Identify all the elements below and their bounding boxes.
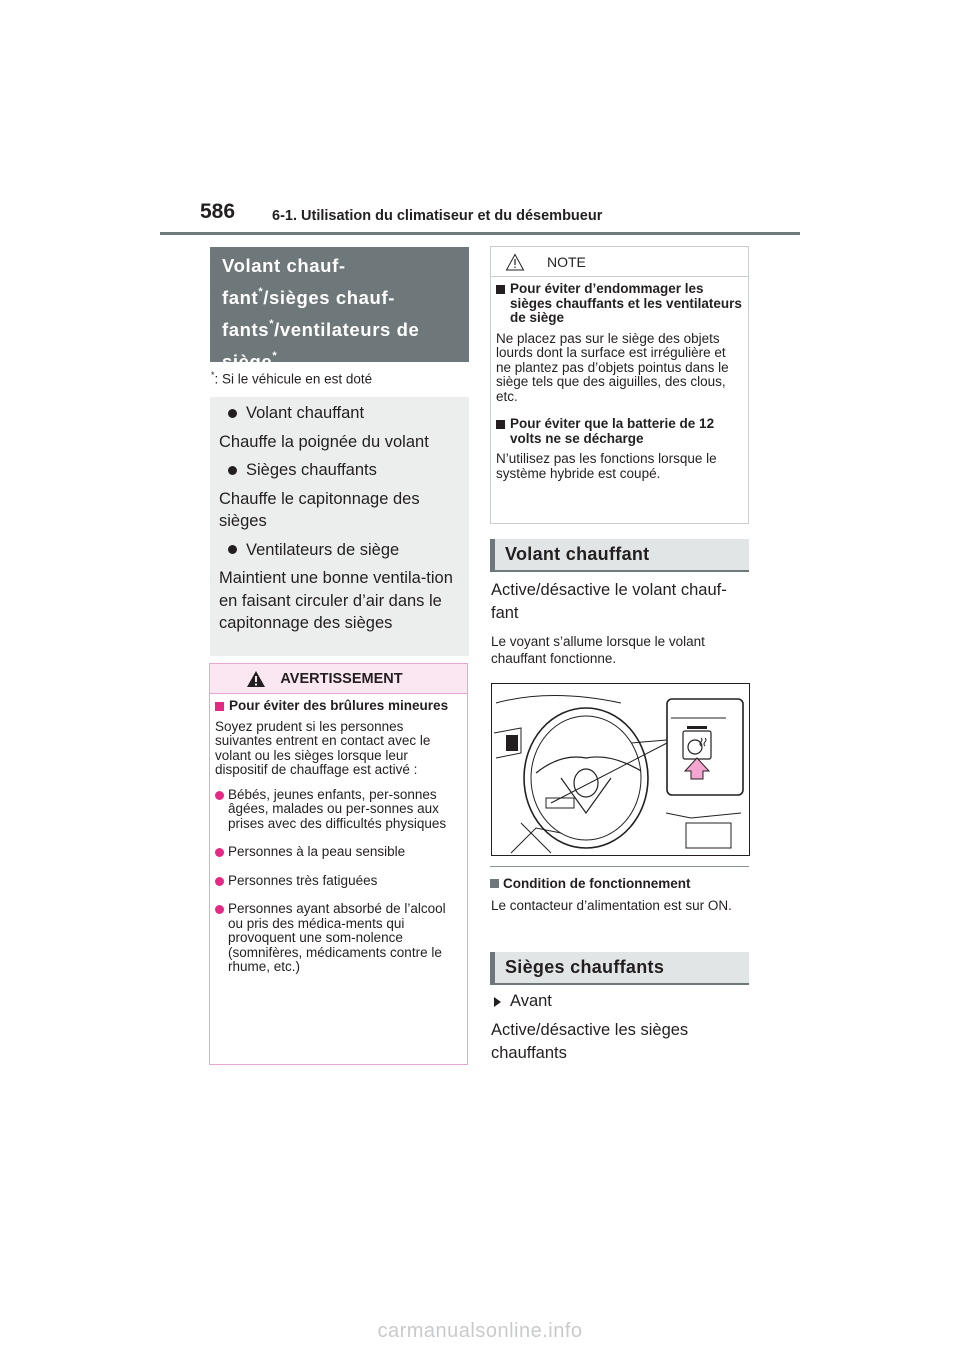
sieges-instruction: Active/désactive les sièges chauffants (491, 1021, 689, 1062)
bullet-icon (228, 409, 237, 418)
arrow-right-icon (494, 997, 501, 1007)
warning-box (209, 663, 468, 1065)
bullet-icon (215, 791, 224, 800)
note-text: Ne placez pas sur le siège des objets lourds dont la surface est irrégulière et ne plantez pas d’objets pointus dans le siège tels que des aiguilles, des clous, etc. (496, 330, 729, 404)
features-box (210, 397, 469, 656)
note-text: N’utilisez pas les fonctions lorsque le système hybride est coupé. (496, 451, 717, 481)
list-item: Bébés, jeunes enfants, per-sonnes âgées, malades ou per-sonnes aux prises avec des difficultés physiques (215, 788, 462, 832)
main-title (210, 247, 469, 373)
warning-subhead: Pour éviter des brûlures mineures (215, 699, 462, 714)
note-header (491, 247, 748, 277)
title-part: /sièges chauf- (263, 287, 395, 309)
note-body (491, 277, 748, 481)
bullet-icon (228, 545, 237, 554)
warning-text: Soyez prudent si les personnes suivantes entrent en contact avec le volant ou les sièges lorsque leur dispositif de chauffage est activé : (215, 718, 431, 777)
warning-icon (246, 670, 266, 688)
warning-label: AVERTISSEMENT (280, 670, 403, 687)
note-box (490, 246, 749, 524)
watermark: carmanualsonline.info (377, 1320, 583, 1342)
steering-wheel-illustration (491, 683, 750, 856)
list-item: Personnes très fatiguées (215, 874, 462, 889)
section-heading-sieges: Sièges chauffants (490, 952, 749, 985)
section-title: 6-1. Utilisation du climatiseur et du désembueur (272, 208, 603, 224)
list-item: Personnes à la peau sensible (215, 845, 462, 860)
square-bullet-icon (490, 879, 499, 888)
bullet-icon (215, 905, 224, 914)
note-label: NOTE (547, 253, 586, 270)
bullet-icon (215, 877, 224, 886)
title-part: fants (222, 319, 270, 341)
square-bullet-icon (496, 420, 505, 429)
note-subhead: Pour éviter d’endommager les sièges chauffants et les ventilateurs de siège (496, 282, 743, 326)
title-part: /ventilateurs de (274, 319, 420, 341)
title-part: fant (222, 287, 259, 309)
subitem-avant: Avant (494, 992, 552, 1011)
feature-title: Sièges chauffants (219, 459, 457, 482)
header-rule (160, 232, 800, 235)
bullet-icon (228, 466, 237, 475)
caution-icon (505, 253, 525, 271)
feature-description: Maintient une bonne ventila-tion en faisant circuler d’air dans le capitonnage des sièges (219, 569, 453, 632)
warning-body (210, 694, 467, 975)
footnote-text: : Si le véhicule en est doté (214, 371, 373, 387)
condition-text: Le contacteur d’alimentation est sur ON. (491, 898, 732, 913)
condition-heading: Condition de fonctionnement (490, 876, 690, 891)
square-bullet-icon (215, 702, 224, 711)
title-part: siège (222, 351, 273, 373)
section-heading-volant: Volant chauffant (490, 539, 749, 572)
list-item: Personnes ayant absorbé de l’alcool ou pris des médica-ments qui provoquent une som-nolence (somnifères, médicaments contre le rhume, etc.) (215, 902, 462, 975)
asterisk: * (269, 318, 275, 331)
volant-note: Le voyant s’allume lorsque le volant chauffant fonctionne. (491, 634, 705, 666)
square-bullet-icon (496, 285, 505, 294)
feature-title: Ventilateurs de siège (219, 539, 457, 562)
warning-header (210, 664, 467, 694)
asterisk: * (258, 286, 264, 298)
feature-title: Volant chauffant (219, 402, 457, 425)
feature-description: Chauffe le capitonnage des sièges (219, 489, 420, 530)
feature-description: Chauffe la poignée du volant (219, 432, 429, 451)
note-subhead: Pour éviter que la batterie de 12 volts ne se décharge (496, 417, 743, 446)
asterisk: * (272, 350, 278, 363)
divider (490, 866, 749, 867)
page-number: 586 (200, 200, 236, 223)
footnote (211, 370, 372, 387)
title-part: Volant chauf- (222, 255, 346, 276)
footnote-asterisk: * (211, 370, 215, 380)
bullet-icon (215, 848, 224, 857)
volant-instruction: Active/désactive le volant chauf-fant (491, 581, 727, 622)
